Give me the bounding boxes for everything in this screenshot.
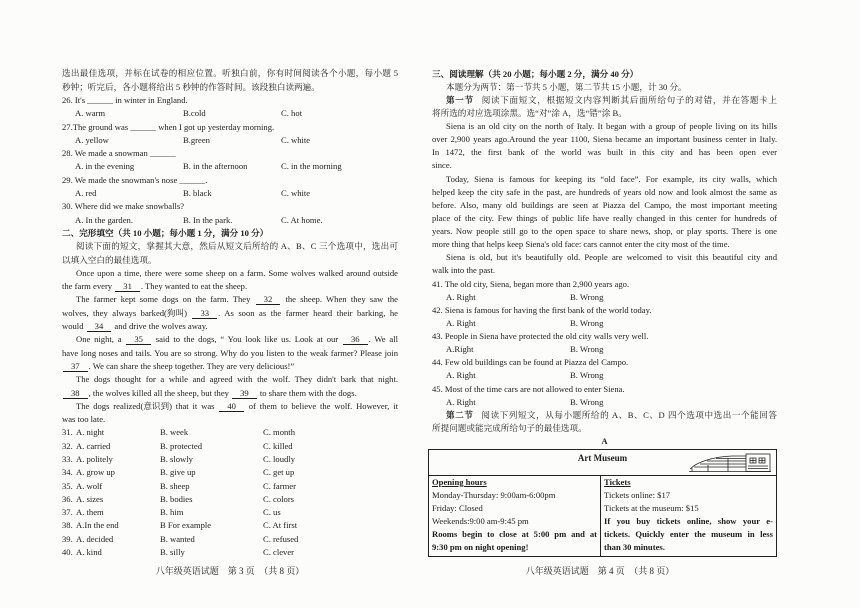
passage-line: place of the city. Few things of public life have really changed in this center for hundreds of — [432, 212, 777, 223]
cloze-options — [62, 533, 398, 546]
passage-line: years. Now people still go to the open space to share news, shop, or play sports. There is one — [432, 226, 777, 236]
answer-option: A. in the evening — [75, 161, 135, 172]
answer-option: C. refused — [263, 533, 299, 544]
hours-line: Rooms begin to close at 5:00 pm and at — [432, 529, 597, 539]
answer-option: B. In the park. — [183, 214, 233, 225]
answer-option: A. wolf — [76, 480, 103, 491]
passage-line: since. — [432, 160, 452, 171]
notice-title: Art Museum — [577, 453, 628, 463]
answer-option: B.cold — [183, 108, 206, 119]
passage-line: One night, a 35 said to the dogs, “ You look like us. Look at our 36 . We all — [76, 334, 398, 345]
answer-option: A. sizes — [76, 493, 104, 504]
answer-option: A. In the garden. — [75, 214, 133, 225]
instruction-line: 以填入空白的最佳选项。 — [62, 254, 157, 265]
blank-31: 31 — [115, 282, 140, 292]
question-number: 35. — [62, 480, 73, 491]
question-stem: 27.The ground was ______ when I got up yesterday morning. — [62, 121, 275, 132]
question-stem: 41. The old city, Siena, began more than 2,900 years ago. — [432, 278, 630, 289]
question-stem: 30. Where did we make snowballs? — [62, 201, 185, 212]
question-number: 38. — [62, 520, 73, 531]
instruction-line: 阅读下面的短文，掌握其大意，然后从短文后所给的 A、B、C 三个选项中，选出可 — [76, 241, 399, 252]
passage-line: The dogs thought for a while and agreed with the wolf. They didn't bark that night. — [76, 374, 398, 385]
tickets-cell — [601, 475, 776, 556]
art-museum-notice — [428, 449, 777, 557]
instruction-line: 本题分为两节：第一节共 5 小题，第二节共 15 小题，计 30 分。 — [446, 81, 687, 92]
passage-line: wolves, they always barked(狗叫) 33 . As soon as the farmer heard their barking, he — [62, 307, 398, 318]
question-stem: 26. It's ______ in winter in England. — [62, 94, 188, 105]
cloze-options — [62, 440, 398, 453]
answer-option: B. sheep — [160, 480, 190, 491]
answer-option: C. loudly — [263, 454, 295, 464]
passage-line: walk into the past. — [432, 265, 496, 276]
answer-option: C. At first — [263, 520, 298, 531]
answer-option: B. wanted — [160, 533, 195, 544]
passage-line: was too late. — [62, 414, 106, 425]
answer-option: A. Right — [446, 291, 476, 302]
passage-line: Siena is an old city on the north of Italy. It began with a group of people living on its hills — [446, 121, 777, 131]
answer-option: A. Right — [446, 317, 476, 328]
blank-33: 33 — [192, 309, 217, 319]
cloze-options — [62, 466, 398, 479]
blank-35: 35 — [126, 335, 151, 345]
answer-option: A.Right — [446, 344, 474, 355]
instruction-line: 第二节 阅读下列短文，从每小题所给的 A、B、C、D 四个选项中选出一个能回答 — [446, 409, 778, 420]
answer-option: C. in the morning — [281, 161, 342, 172]
passage-line: more thing that helps keep Siena's old face: cars cannot enter the city most of the time. — [432, 239, 730, 250]
answer-option: C. us — [263, 507, 281, 518]
section-heading: 二、完形填空（共 10 小题；每小题 1 分，满分 10 分） — [62, 227, 269, 238]
question-number: 37. — [62, 507, 73, 518]
opening-hours-heading: Opening hours — [432, 477, 487, 487]
question-stem: 45. Most of the time cars are not allowed to enter Siena. — [432, 383, 625, 394]
answer-options — [62, 107, 398, 120]
answer-option: A. night — [76, 427, 105, 438]
question-stem: 42. Siena is famous for having the first bank of the world today. — [432, 304, 652, 315]
blank-37: 37 — [63, 362, 88, 372]
blank-39: 39 — [232, 389, 257, 399]
page-4-column — [432, 68, 777, 449]
tickets-line: Tickets at the museum: $15 — [604, 503, 699, 513]
question-number: 31. — [62, 427, 73, 438]
answer-option: B.green — [183, 134, 210, 145]
passage-line: Siena is old, but it's beautifully old. People are welcomed to visit this beautiful city and — [446, 252, 777, 263]
answer-option: A.In the end — [76, 520, 119, 531]
answer-option: A. decided — [76, 533, 114, 544]
answer-option: A. carried — [76, 440, 111, 451]
passage-label: A — [601, 436, 608, 446]
answer-option: A. Right — [446, 396, 476, 407]
cloze-options — [62, 519, 398, 532]
tickets-heading: Tickets — [604, 477, 631, 487]
answer-option: A. yellow — [75, 134, 109, 145]
question-stem: 44. Few old buildings can be found at Piazza del Campo. — [432, 357, 629, 368]
passage-line: helped keep the city safe in the past, are hundreds of years old now and look almost the same as — [432, 186, 777, 197]
answer-option: A. red — [75, 188, 97, 199]
section-label: 第一节 — [446, 94, 474, 105]
answer-option: B. black — [183, 188, 212, 199]
passage-line: Once upon a time, there were some sheep on a farm. Some wolves walked around outside — [76, 267, 398, 278]
cloze-options — [62, 506, 398, 519]
cloze-options — [62, 453, 398, 466]
page-3-footer: 八年级英语试题 第 3 页 （共 8 页） — [155, 566, 305, 576]
answer-option: B. Wrong — [570, 396, 604, 407]
passage-line: the farm every 31 . They wanted to eat the sheep. — [62, 281, 248, 292]
question-number: 36. — [62, 493, 73, 504]
answer-options — [62, 134, 398, 147]
answer-options — [432, 369, 777, 382]
museum-building-illustration — [688, 452, 772, 473]
hours-line: Weekends:9:00 am-9:45 pm — [432, 516, 529, 526]
passage-line: have long noses and tails. You are so strong. Why do you listen to the weak farmer? Please join — [62, 347, 398, 358]
tickets-line: than 30 minutes. — [604, 542, 665, 552]
question-stem: 28. We made a snowman ______ — [62, 148, 176, 159]
instruction-line: 所提问题或能完成所给句子的最佳选项。 — [432, 422, 587, 433]
tickets-line: tickets. Quickly enter the museum in less — [604, 529, 773, 539]
notice-header — [429, 450, 776, 476]
answer-option: C. farmer — [263, 480, 296, 491]
page-4-footer: 八年级英语试题 第 4 页 （共 8 页） — [525, 566, 675, 576]
blank-38: 38 — [63, 389, 88, 399]
opening-hours-cell — [429, 475, 601, 556]
tickets-line: Tickets online: $17 — [604, 490, 671, 500]
passage-line: 38 , the wolves killed all the sheep, but they 39 to share them with the dogs. — [62, 387, 398, 400]
answer-options — [62, 214, 398, 227]
section-heading: 三、阅读理解（共 20 小题；每小题 2 分，满分 40 分） — [432, 68, 639, 79]
answer-option: C. get up — [263, 467, 295, 478]
answer-option: B. him — [160, 507, 184, 518]
answer-option: B. slowly — [160, 454, 193, 464]
cloze-options — [62, 546, 398, 559]
answer-option: C. At home. — [281, 214, 323, 225]
question-number: 34. — [62, 467, 73, 478]
answer-option: B. give up — [160, 467, 196, 478]
answer-options — [432, 291, 777, 304]
answer-option: C. month — [263, 427, 295, 438]
answer-option: C. hot — [281, 108, 303, 119]
answer-option: A. grow up — [76, 467, 115, 478]
answer-option: C. killed — [263, 440, 293, 451]
passage-line: The farmer kept some dogs on the farm. They 32 the sheep. When they saw the — [76, 294, 398, 305]
cloze-options — [62, 493, 398, 506]
tickets-line: If you buy tickets online, show your e- — [604, 516, 773, 526]
hours-line: 9:30 pm on night opening! — [432, 542, 529, 552]
answer-options — [432, 343, 777, 356]
answer-options — [62, 160, 398, 173]
answer-options — [432, 317, 777, 330]
passage-line: 37 . We can share the sheep together. They are very delicious!” — [62, 360, 398, 373]
instruction-line: 选出最佳选项，并标在试卷的相应位置。听独白前，你有时间阅读各个小题，每小题 5 — [62, 68, 399, 79]
answer-option: C. clever — [263, 547, 295, 558]
answer-option: A. politely — [76, 454, 113, 464]
passage-line: The dogs realized(意识到) that it was 40 of them to believe the wolf. However, it — [76, 400, 398, 411]
answer-option: B. in the afternoon — [183, 161, 248, 172]
question-stem: 29. We made the snowman's nose ______. — [62, 174, 208, 185]
answer-option: C. white — [281, 188, 311, 199]
question-number: 39. — [62, 533, 73, 544]
answer-option: A. kind — [76, 547, 102, 558]
blank-40: 40 — [219, 402, 244, 412]
question-number: 32. — [62, 440, 73, 451]
answer-options — [432, 396, 777, 409]
answer-option: B. protected — [160, 440, 202, 451]
question-number: 40. — [62, 547, 73, 558]
cloze-options — [62, 480, 398, 493]
hours-line: Monday-Thursday: 9:00am-6:00pm — [432, 490, 556, 500]
instruction-line: 第一节 阅读下面短文，根据短文内容判断其后面所给句子的对错，并在答题卡上 — [446, 94, 778, 105]
answer-option: B. Wrong — [570, 370, 604, 381]
hours-line: Friday: Closed — [432, 503, 483, 513]
answer-option: B. Wrong — [570, 317, 604, 328]
answer-option: B. bodies — [160, 493, 193, 504]
answer-option: A. warm — [75, 108, 106, 119]
passage-line: would 34 and drive the wolves away. — [62, 321, 208, 332]
answer-option: C. white — [281, 134, 311, 145]
blank-36: 36 — [343, 335, 368, 345]
instruction-line: 秒钟；听完后，各小题将给出 5 秒钟的作答时间。该段独白读两遍。 — [62, 81, 320, 92]
answer-option: A. them — [76, 507, 104, 518]
passage-line: In 1472, the first bank of the world was built in this city and has been open ever — [432, 147, 777, 158]
answer-option: B. silly — [160, 547, 185, 558]
answer-option: A. Right — [446, 370, 476, 381]
answer-option: B For example — [160, 520, 212, 531]
page-3-column — [62, 67, 398, 559]
answer-option: B. Wrong — [570, 344, 604, 355]
blank-34: 34 — [87, 322, 112, 332]
passage-line: before. Also, many old buildings are seen at Piazza del Campo, the most important meeting — [432, 199, 777, 210]
passage-line: Today, Siena is famous for keeping its “old face”. For example, its city walls, which — [446, 173, 777, 184]
answer-option: C. colors — [263, 493, 295, 504]
answer-option: B. week — [160, 427, 189, 438]
section-label: 第二节 — [446, 409, 474, 420]
blank-32: 32 — [256, 295, 281, 305]
answer-option: B. Wrong — [570, 291, 604, 302]
cloze-options — [62, 426, 398, 439]
answer-options — [62, 187, 398, 200]
instruction-line: 将所选的对应选项涂黑。选“对”涂 A，选“错”涂 B。 — [432, 107, 627, 118]
question-number: 33. — [62, 454, 73, 464]
passage-line: over 2,900 years ago.Around the year 1100, Siena became an important business center in Italy. — [432, 134, 777, 145]
question-stem: 43. People in Siena have protected the old city walls very well. — [432, 331, 649, 341]
